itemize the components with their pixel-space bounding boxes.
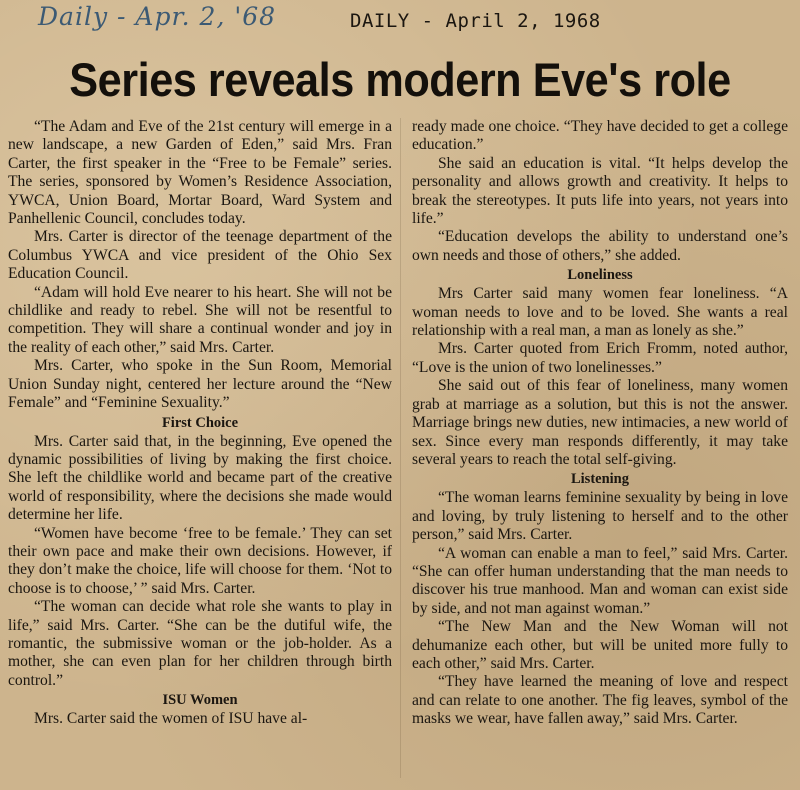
article-paragraph: “The woman learns feminine sexuality by being in love and loving, by truly listening to herself and to the other person,” said Mrs. Carter. (412, 489, 788, 544)
column-divider (400, 118, 401, 778)
section-subheading: Loneliness (567, 267, 633, 284)
article-paragraph: She said out of this fear of loneliness, many women grab at marriage as a solution, but this is not the answer. Marriage brings new duties, new intimacies, a new world of sex. Since every man responds differently, it may take several years to reach the total self-giving. (412, 377, 788, 468)
headline: Series reveals modern Eve's role (69, 53, 731, 106)
article-paragraph: Mrs. Carter said that, in the beginning, Eve opened the dynamic possibilities of living by making the first choice. She left the childlike world and became part of the creative world of responsibility, where the decisions she made would determine her life. (8, 432, 392, 524)
section-subheading: ISU Women (162, 692, 238, 709)
article-paragraph: “They have learned the meaning of love and respect and can relate to one another. The fig leaves, symbol of the masks we wear, have fallen away,” said Mrs. Carter. (412, 673, 788, 728)
article-paragraph: “Education develops the ability to understand one’s own needs and those of others,” she added. (412, 228, 788, 264)
article-paragraph: Mrs. Carter said the women of ISU have al- (34, 710, 308, 728)
article-paragraph: “The Adam and Eve of the 21st century will emerge in a new landscape, a new Garden of Eden,” said Mrs. Fran Carter, the first speaker in the “Free to be Female” series. The series, sponsored by Women’s Residence Association, YWCA, Union Board, Mortar Board, Ward System and Panhellenic Council, concludes today. (8, 118, 392, 228)
handwritten-date-annotation: Daily - Apr. 2, '68 (38, 2, 277, 31)
article-column-left (8, 118, 392, 729)
article-paragraph: Mrs. Carter quoted from Erich Fromm, noted author, “Love is the union of two lonelinesses.” (412, 340, 788, 376)
article-paragraph: Mrs Carter said many women fear loneliness. “A woman needs to love and to be loved. She wants a real relationship with a real man, a man as lonely as she.” (412, 285, 788, 340)
article-paragraph: She said an education is vital. “It helps develop the personality and allows growth and creativity. It helps to break the stereotypes. It puts life into years, not years into life.” (412, 154, 788, 228)
dateline: DAILY - April 2, 1968 (350, 10, 601, 32)
article-paragraph: Mrs. Carter is director of the teenage department of the Columbus YWCA and vice president of the Ohio Sex Education Council. (8, 228, 392, 283)
article-paragraph: “The New Man and the New Woman will not dehumanize each other, but will be united more fully to each other,” said Mrs. Carter. (412, 618, 788, 672)
article-paragraph: “Women have become ‘free to be female.’ They can set their own pace and make their own decisions. However, if they don’t make the choice, life will choose for them. ‘Not to choose is to choose,’ ” said Mrs. Carter. (8, 524, 392, 597)
article-paragraph: “A woman can enable a man to feel,” said Mrs. Carter. “She can offer human understanding that the man needs to discover his true manhood. Man and woman can exist side by side, and not man against woman.” (412, 544, 788, 617)
article-paragraph: ready made one choice. “They have decided to get a college education.” (412, 118, 788, 154)
article-paragraph: “Adam will hold Eve nearer to his heart. She will not be childlike and ready to rebel. She will not be resentful to competition. They will share a continual wonder and joy in the reality of each other,” said Mrs. Carter. (8, 283, 392, 356)
article-paragraph: Mrs. Carter, who spoke in the Sun Room, Memorial Union Sunday night, centered her lecture around the “New Female” and “Feminine Sexuality.” (8, 357, 392, 412)
article-column-right (412, 118, 788, 729)
section-subheading: First Choice (161, 414, 239, 431)
section-subheading: Listening (570, 471, 629, 488)
article-paragraph: “The woman can decide what role she wants to play in life,” said Mrs. Carter. “She can be the dutiful wife, the romantic, the submissive woman or the job-holder. As a mother, she can even plan for her children through birth control.” (8, 598, 392, 689)
